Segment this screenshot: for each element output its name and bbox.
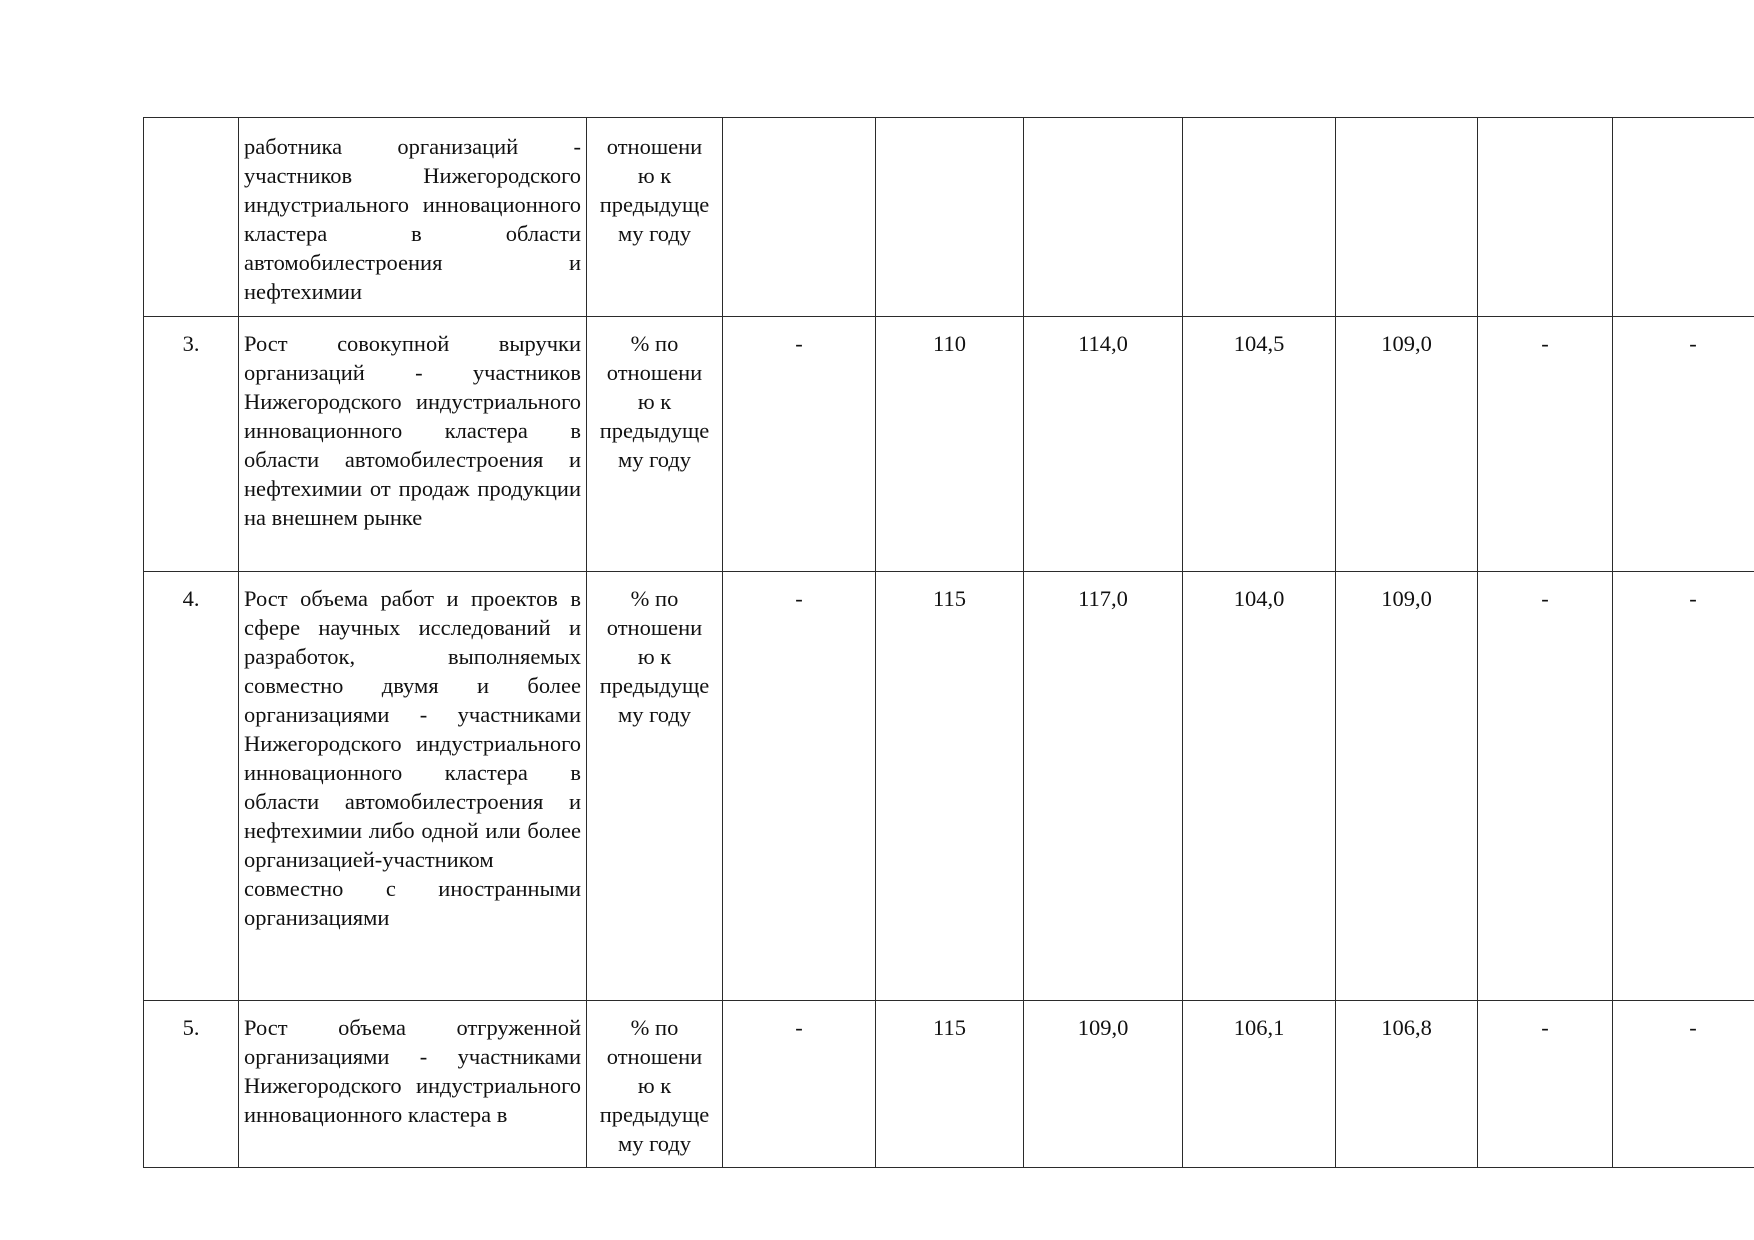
unit-line: отношени — [606, 615, 703, 640]
unit-of-measure — [587, 572, 723, 1001]
indicator-name: работника организаций - участников Нижегородского индустриального инновационного кластера в области автомобилестроения и нефтехимии — [239, 118, 587, 317]
unit-line: предыдуще — [599, 1102, 710, 1127]
value-cell — [723, 118, 876, 317]
table-row — [144, 1001, 1754, 1168]
value-cell — [1336, 118, 1478, 317]
value-cell — [1183, 118, 1336, 317]
unit-line: предыдуще — [599, 192, 710, 217]
unit-of-measure — [587, 118, 723, 317]
value-cell — [1478, 118, 1613, 317]
unit-line: ю к — [637, 644, 672, 669]
unit-line: предыдуще — [599, 673, 710, 698]
value-cell: 106,1 — [1183, 1001, 1336, 1168]
row-number: 3. — [144, 317, 239, 572]
value-cell: - — [1613, 1001, 1754, 1168]
table-row — [144, 118, 1754, 317]
unit-line: му году — [617, 221, 692, 246]
unit-line: % по — [630, 331, 679, 356]
value-cell — [876, 118, 1024, 317]
value-cell: - — [723, 1001, 876, 1168]
unit-line: му году — [617, 702, 692, 727]
value-cell: - — [723, 572, 876, 1001]
unit-line: % по — [630, 1015, 679, 1040]
value-cell: 109,0 — [1336, 317, 1478, 572]
value-cell: 106,8 — [1336, 1001, 1478, 1168]
value-cell: 117,0 — [1024, 572, 1183, 1001]
row-number: 4. — [144, 572, 239, 1001]
table-row — [144, 572, 1754, 1001]
indicators-table — [143, 117, 1754, 1168]
value-cell: - — [1478, 1001, 1613, 1168]
row-number — [144, 118, 239, 317]
value-cell: - — [1478, 572, 1613, 1001]
unit-line: му году — [617, 447, 692, 472]
value-cell: 115 — [876, 1001, 1024, 1168]
unit-of-measure — [587, 317, 723, 572]
unit-line: ю к — [637, 163, 672, 188]
row-number: 5. — [144, 1001, 239, 1168]
unit-of-measure — [587, 1001, 723, 1168]
unit-line: предыдуще — [599, 418, 710, 443]
unit-line: отношени — [606, 1044, 703, 1069]
unit-line: ю к — [637, 389, 672, 414]
value-cell — [1024, 118, 1183, 317]
value-cell: - — [723, 317, 876, 572]
value-cell: 109,0 — [1024, 1001, 1183, 1168]
value-cell: 104,0 — [1183, 572, 1336, 1001]
indicator-name: Рост объема работ и проектов в сфере научных исследований и разработок, выполняемых совместно двумя и более организациями - участниками Нижегородского индустриального инновационного кластера в области автомобилестроения и нефтехимии либо одной или более организацией-участником совместно с иностранными организациями — [239, 572, 587, 1001]
value-cell: 115 — [876, 572, 1024, 1001]
unit-line: ю к — [637, 1073, 672, 1098]
value-cell: - — [1613, 572, 1754, 1001]
unit-line: % по — [630, 586, 679, 611]
table-body — [144, 118, 1754, 1168]
value-cell: 104,5 — [1183, 317, 1336, 572]
indicator-name: Рост объема отгруженной организациями - участниками Нижегородского индустриального инновационного кластера в — [239, 1001, 587, 1168]
value-cell: 109,0 — [1336, 572, 1478, 1001]
value-cell — [1613, 118, 1754, 317]
unit-line: отношени — [606, 134, 703, 159]
value-cell: 114,0 — [1024, 317, 1183, 572]
value-cell: 110 — [876, 317, 1024, 572]
indicator-name: Рост совокупной выручки организаций - участников Нижегородского индустриального инновационного кластера в области автомобилестроения и нефтехимии от продаж продукции на внешнем рынке — [239, 317, 587, 572]
unit-line: му году — [617, 1131, 692, 1156]
table-row — [144, 317, 1754, 572]
value-cell: - — [1613, 317, 1754, 572]
value-cell: - — [1478, 317, 1613, 572]
unit-line: отношени — [606, 360, 703, 385]
